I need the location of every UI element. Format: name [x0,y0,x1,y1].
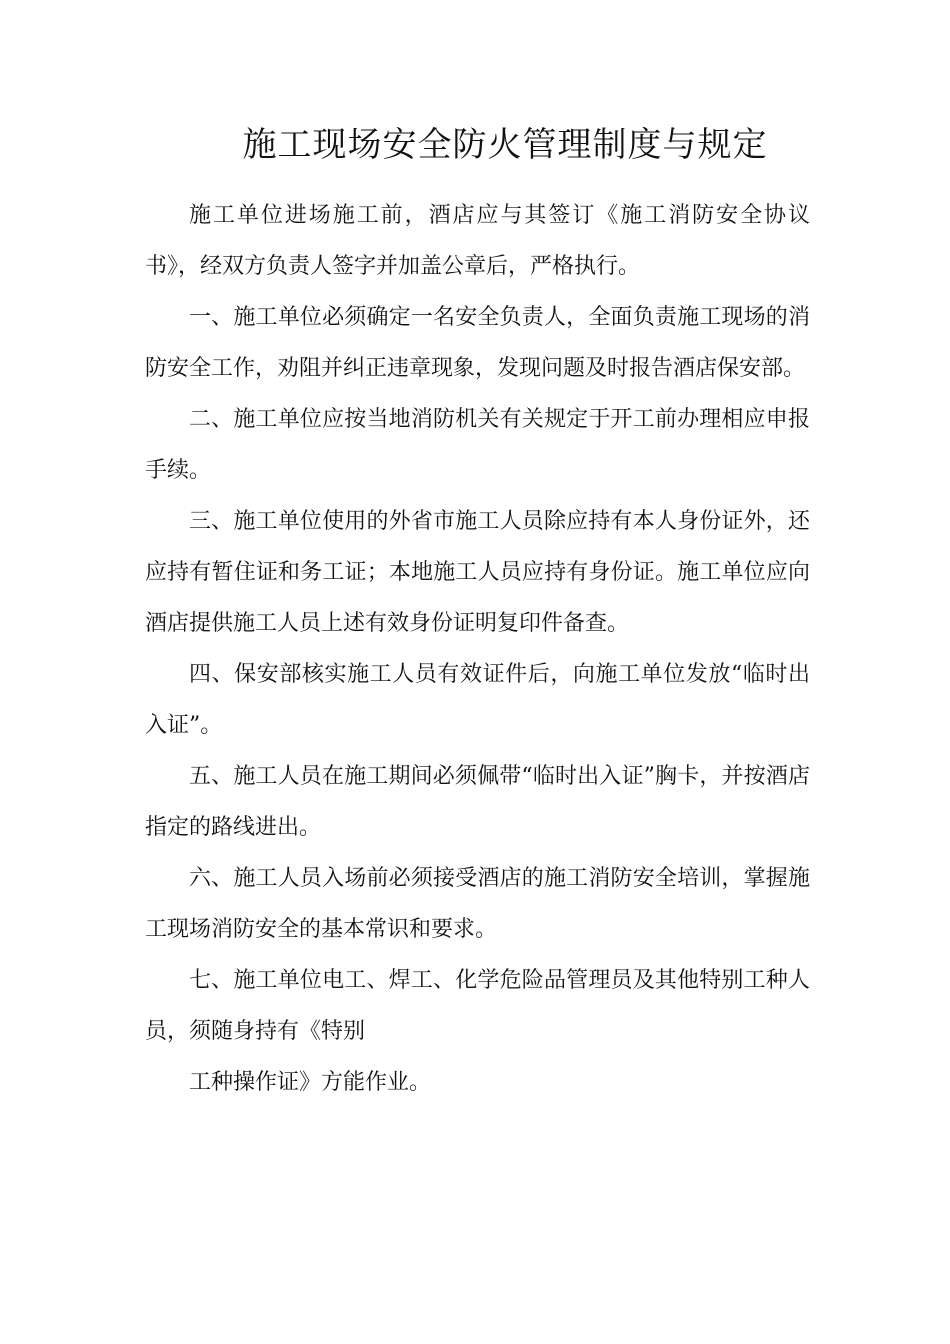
paragraph-item-2: 二、施工单位应按当地消防机关有关规定于开工前办理相应申报手续。 [145,407,810,483]
document-title: 施工现场安全防火管理制度与规定 [242,125,768,165]
paragraph-item-3: 三、施工单位使用的外省市施工人员除应持有本人身份证外，还应持有暂住证和务工证；本地施工人员应持有身份证。施工单位应向酒店提供施工人员上述有效身份证明复印件备查。 [145,509,810,636]
paragraph-item-1: 一、施工单位必须确定一名安全负责人，全面负责施工现场的消防安全工作，劝阻并纠正违章现象，发现问题及时报告酒店保安部。 [145,305,810,381]
paragraph-intro: 施工单位进场施工前，酒店应与其签订《施工消防安全协议书》，经双方负责人签字并加盖公章后，严格执行。 [145,203,810,279]
document-body [145,190,810,1108]
paragraph-item-5: 五、施工人员在施工期间必须佩带“临时出入证”胸卡，并按酒店指定的路线进出。 [145,764,810,840]
paragraph-item-6: 六、施工人员入场前必须接受酒店的施工消防安全培训，掌握施工现场消防安全的基本常识和要求。 [145,866,810,942]
paragraph-item-4: 四、保安部核实施工人员有效证件后，向施工单位发放“临时出入证”。 [145,662,810,738]
paragraph-item-7: 七、施工单位电工、焊工、化学危险品管理员及其他特别工种人员，须随身持有《特别 [145,968,810,1044]
paragraph-item-7-continuation: 工种操作证》方能作业。 [189,1070,432,1095]
